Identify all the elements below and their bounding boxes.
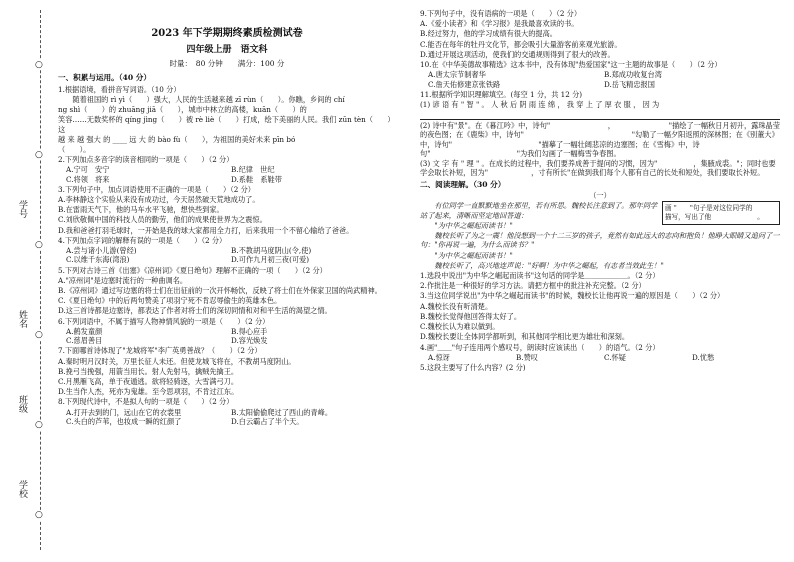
option: A.惊讶 <box>428 352 450 362</box>
option: A.魏校长没有听清楚。 <box>420 301 493 311</box>
question-stem: 3.下列句子中，加点词语使用不正确的一项是（ ）（2 分） <box>58 184 255 194</box>
option: B.得心应手 <box>231 326 268 336</box>
option: A.鹤发童颜 <box>66 326 103 336</box>
options <box>66 408 396 426</box>
option: C.《夏日绝句》中的后两句赞美了项羽宁死不肯忍辱偷生的英雄本色。 <box>58 296 282 306</box>
option: B.太阳偷偷爬过了西山的青峰。 <box>231 407 333 417</box>
options <box>66 246 396 264</box>
option: A.李林静这个实验从来没有成功过，今天居然破天荒地成功了。 <box>58 195 260 205</box>
option: C.头白的芦苇，也妆成一瞬的红颜了 <box>66 416 182 426</box>
option: A.宁可 安宁 <box>66 165 110 175</box>
option: D.白云霸占了半个天。 <box>231 416 304 426</box>
left-column <box>58 8 396 427</box>
reading-passage-block <box>420 201 780 270</box>
option: D.可作九月初三夜(可爱) <box>231 255 310 265</box>
option: A.唐太宗节制奢华 <box>428 70 486 80</box>
options <box>66 165 396 183</box>
passage-line: 随着祖国的 rì yì（ ）强大，人民的生活越来越 zī rùn（ ）。你瞧，乡间的 chí <box>58 94 345 104</box>
question-stem: 9.下列句子中，没有语病的一项是（ ）（2 分） <box>420 9 582 18</box>
question-stem: 2.下列加点多音字的读音相同的一项是（ ）（2 分） <box>58 155 234 165</box>
option: D.岳飞精忠报国 <box>604 79 655 89</box>
question-stem: 5.下列对古诗三首《出塞》《凉州词》《夏日绝句》理解不正确的一项（ ）（2 分） <box>58 265 327 275</box>
annotation-box: 画 " "句子是对这位同学的 描写，写出了他 。 <box>662 201 780 224</box>
option: D.魏校长要让全体同学都听到，和其他同学相比更为雄壮和深刻。 <box>420 332 630 342</box>
option: B.《凉州词》通过写边塞的将士们在出征前的一次开怀畅饮，反映了将士们在外保家卫国的尚武精神。 <box>58 286 382 295</box>
options <box>66 327 396 345</box>
passage-line: ng shì（ ）的 zhuāng jiā（ ），城市中林立的高楼，kuān（ ）的 <box>58 105 307 115</box>
question-stem: 10.在《中华美德故事精选》这本书中，没有体现"热爱国家"这一主题的故事是（ ）（2 分） <box>420 60 722 70</box>
option: D.通过开展这项活动，使我们的交通规则得到了很大的改善。 <box>420 49 615 59</box>
passage-paragraph: "为中华之崛起而读书！" <box>420 220 513 230</box>
fill-item: (3) 文 字 有 " 理 " 。在成长的过程中，我们要养成善于提问的习惯，因为" ，集腋成裘。"；同时也要学会取长补短，因为" ，寸有所长"在做到我们每个人都有自己的长处和短处，我们要取长补短。 <box>420 159 776 178</box>
option: B.不教胡马度阴山(令,使) <box>231 246 312 256</box>
passage-paragraph: "为中华之崛起而读书！" <box>420 250 513 260</box>
option: C.慈眉善目 <box>66 336 103 346</box>
question-stem: 5.这段主要写了什么内容？(2 分) <box>420 362 526 372</box>
option: C.魏校长认为难以做到。 <box>420 322 500 332</box>
passage-line: 笑容……无数奖杯的 qíng jìng（ ）被 rè liè（ ）打成，绘下美丽的人民。我们 zūn tèn（ ）这 <box>58 115 395 134</box>
passage-paragraph: 魏校长听了，高兴地连声说："好啊！为中华之崛起，有志者当效此生！" <box>420 260 664 270</box>
option: C.能否在每年的牡丹文化节，都会吸引大量游客前来观光旅游。 <box>420 39 622 49</box>
option: A.秦时明月汉时关，万里长征人未还。但使龙城飞将在，不教胡马度阴山。 <box>58 356 296 366</box>
passage-line: （ ）。 <box>58 144 91 154</box>
right-column <box>420 8 780 373</box>
question-stem: 3.当这位同学说出"为中华之崛起而读书"的时候，魏校长让他再说一遍的原因是（ ）（2 分） <box>420 291 725 301</box>
question-stem: 1.根据语境，看拼音写词语。（10 分） <box>58 84 181 94</box>
question-stem: 6.下列词语中，不属于描写人物神情风貌的一项是（ ）（2 分） <box>58 316 270 326</box>
option: B.郑成功收复台湾 <box>604 70 662 80</box>
gutter-label-school: 学校 <box>17 480 27 498</box>
question-stem: 7.下面哪首诗体现了"龙城将军"李广英勇善战？（ ）（2 分） <box>58 346 262 356</box>
section-heading: 二、阅读理解。（30 分） <box>420 179 506 189</box>
gutter-circle: ○ <box>35 60 43 70</box>
section-heading: 一、积累与运用。（40 分） <box>58 72 151 82</box>
question-stem: 8.下列现代诗中，不是拟人句的一项是（ ）（2 分） <box>58 397 234 407</box>
option: A.尝与诸小儿游(曾经) <box>66 246 137 256</box>
gutter-circle: ○ <box>35 510 43 520</box>
question-stem: 2.作批注是一种很好的学习方法。请把方框中的批注补充完整。（2 分） <box>420 281 646 291</box>
passage-line: 越 来 越 强大 的 ____ 远 大 的 bào fù（ ），为祖国的美好未来 pīn bó <box>58 134 296 144</box>
option: C.刘欣敬佩中国的科技人员的勤劳，他们的成果使世界为之震惊。 <box>58 215 267 225</box>
option: C.以维千东海(湾浪) <box>66 255 130 265</box>
reading-number: （一） <box>589 191 611 201</box>
question-stem: 11.根据所学知识理解填空。(每空 1 分，共 12 分) <box>420 89 583 99</box>
option: D.这三首诗都是边塞诗，都表达了作者对将士们的深切同情和对和平生活的渴望之情。 <box>58 306 332 316</box>
gutter-label-name: 姓名 <box>17 310 27 328</box>
fill-item: (2) 诗中有"景"。在《暮江吟》中，诗句" ， "描绘了一幅秋日月初升，露珠晶莹的夜色图；在《鹿柴》中，诗句" "勾勒了一幅夕阳返照的深林图；在《别董大》中，诗句" "描摹了一幅壮阔悲凉的边塞图；在《雪梅》中，诗句" "为我们勾画了一幅梅雪争春图。 <box>420 121 780 158</box>
passage-paragraph: 有位同学一直默默地坐在那里，若有所思。魏校长注意到了。那年同学站了起来，清晰而坚定地回答道： <box>420 201 658 220</box>
question-stem: 4.下列加点字词的解释有误的一项是（ ）（2 分） <box>58 235 227 245</box>
option: D.生当作人杰，死亦为鬼雄。至今思项羽，不肯过江东。 <box>58 387 239 397</box>
gutter-circle: ○ <box>35 150 43 160</box>
option: C.詹天佑修建京张铁路 <box>428 79 501 89</box>
option: D.忧愁 <box>692 352 715 362</box>
options <box>428 70 780 88</box>
gutter-circle: ○ <box>35 420 43 430</box>
binding-gutter <box>0 0 54 562</box>
options <box>428 353 780 362</box>
option: D.我和爸爸打羽毛球时，一开始是我的球大家都用全力打，后来我用一个不留心输给了爸爸。 <box>58 225 354 235</box>
gutter-label-class: 班级 <box>17 395 27 413</box>
option: A.打开去到的门，远山在它的衣裳里 <box>66 407 182 417</box>
question-stem: 1.选段中说出"为中华之崛起而读书"这句话的同学是＿＿＿＿＿＿。（2 分） <box>420 270 660 280</box>
option: C.将领 将来 <box>66 174 110 184</box>
option: A.《爱小读者》和《学习报》是我最喜欢读的书。 <box>420 19 579 29</box>
question-stem: 4.画"＿＿"句子连用两个感叹号，朗读时应该读出（ ）的语气。（2 分） <box>420 342 660 352</box>
option: D.系鞋 系鞋带 <box>231 174 282 184</box>
option: D.容光焕发 <box>231 336 268 346</box>
exam-subtitle: 四年级上册 语文科 <box>186 44 268 55</box>
passage-paragraph: 魏校长听了为之一震！他没想到一个十二三岁的孩子，竟然有如此远大的志向和抱负！他睁大眼睛又追问了一句："你再说一遍，为什么而读书？" <box>420 231 780 250</box>
gutter-label-student-id: 学号 <box>17 200 27 218</box>
option: B.在雷雨天气下，他的马车水平飞驰，想快些到家。 <box>58 205 224 215</box>
option: C.怀疑 <box>604 352 626 362</box>
gutter-circle: ○ <box>35 330 43 340</box>
cut-line <box>40 10 41 550</box>
option: B.经过努力，他的学习成绩有很大的提高。 <box>420 29 557 39</box>
gutter-circle: ○ <box>35 240 43 250</box>
exam-title: 2023 年下学期期终素质检测试卷 <box>151 28 303 39</box>
answer-line[interactable] <box>420 110 780 120</box>
option: B.挽弓当挽强，用箭当用长。射人先射马，擒贼先擒王。 <box>58 366 239 376</box>
option: B.纪律 世纪 <box>231 165 275 175</box>
exam-meta: 时量： 80 分钟 满分：100 分 <box>169 59 285 69</box>
fill-item: (1) 谚 语 有 " 智 " 。 人 秋 后 阴 雨 连 绵 ， 我 穿 上 了 厚 衣 服 ， 因 为 <box>420 99 660 109</box>
option: B.魏校长觉得他回答得太好了。 <box>420 311 522 321</box>
option: B.赞叹 <box>516 352 538 362</box>
option: A."凉州词"是边塞时流行的一种曲调名。 <box>58 275 188 285</box>
option: C.月黑雁飞高，单于夜遁逃。欲将轻骑逐，大雪满弓刀。 <box>58 376 239 386</box>
